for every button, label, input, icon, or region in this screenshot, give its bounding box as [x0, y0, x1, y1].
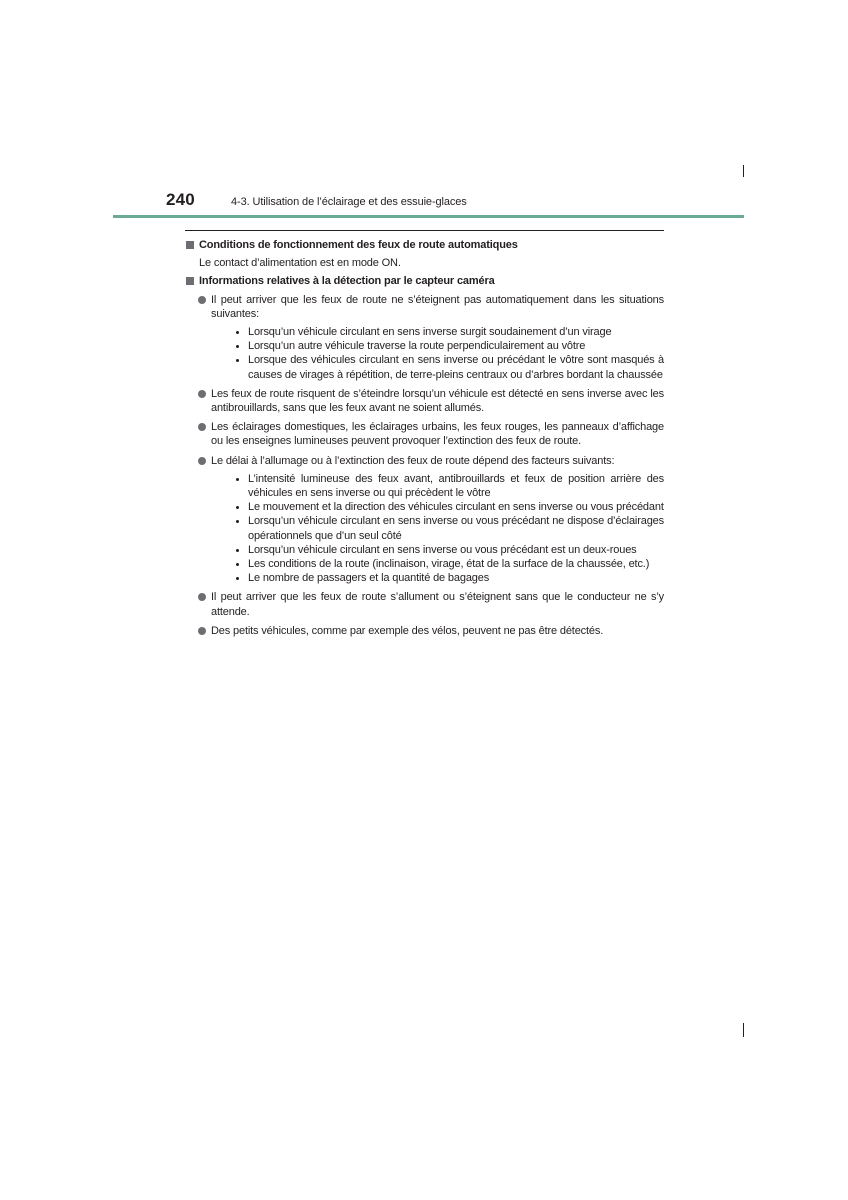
circle-bullet-icon	[198, 457, 206, 465]
square-bullet-icon	[186, 241, 194, 249]
circle-bullet-icon	[198, 296, 206, 304]
header-rule	[113, 215, 744, 218]
circle-bullet-icon	[198, 390, 206, 398]
sub-item-text: Le mouvement et la direction des véhicules circulant en sens inverse ou vous précédant	[248, 501, 664, 514]
sub-item	[211, 514, 664, 542]
sub-item-text: Les conditions de la route (inclinaison, virage, état de la surface de la chaussée, etc.)	[248, 558, 650, 571]
dot-icon	[236, 359, 239, 362]
bullet-item	[186, 590, 664, 618]
bullet-text: Il peut arriver que les feux de route s’allument ou s’éteignent sans que le conducteur ne s’y attende.	[211, 591, 664, 618]
page-number: 240	[166, 190, 195, 209]
content-rule	[185, 230, 664, 231]
sub-list	[211, 325, 664, 382]
crop-mark-bottom	[743, 1023, 744, 1037]
sub-item	[211, 339, 664, 353]
section-heading	[186, 274, 664, 288]
section-text: Le contact d’alimentation est en mode ON.	[199, 257, 401, 270]
bullet-item	[186, 387, 664, 415]
bullet-item	[186, 420, 664, 448]
dot-icon	[236, 577, 239, 580]
sub-item-text: Lorsque des véhicules circulant en sens inverse ou précédant le vôtre sont masqués à causes de virages à répétition, de terre-pleins centraux ou d’arbres bordant la chaussée	[248, 354, 664, 381]
bullet-item	[186, 624, 664, 638]
bullet-text: Le délai à l’allumage ou à l’extinction des feux de route dépend des facteurs suivants:	[211, 454, 615, 467]
page-content	[186, 238, 664, 643]
bullet-text: Il peut arriver que les feux de route ne s’éteignent pas automatiquement dans les situations suivantes:	[211, 293, 664, 320]
bullet-text: Des petits véhicules, comme par exemple des vélos, peuvent ne pas être détectés.	[211, 624, 604, 637]
bullet-text: Les éclairages domestiques, les éclairages urbains, les feux rouges, les panneaux d’affichage ou les enseignes lumineuses peuvent provoquer l’extinction des feux de route.	[211, 421, 664, 448]
section-operating-conditions	[186, 238, 664, 270]
chapter-title: 4-3. Utilisation de l’éclairage et des essuie-glaces	[231, 196, 467, 208]
section-camera-detection	[186, 274, 664, 638]
section-heading	[186, 238, 664, 252]
sub-item-text: Lorsqu’un véhicule circulant en sens inverse surgit soudainement d’un virage	[248, 326, 612, 339]
sub-item-text: L’intensité lumineuse des feux avant, antibrouillards et feux de position arrière des véhicules en sens inverse ou qui précèdent le vôtre	[248, 472, 664, 500]
sub-item	[211, 500, 664, 514]
sub-list	[211, 472, 664, 586]
section-heading-text: Informations relatives à la détection par le capteur caméra	[199, 275, 495, 288]
sub-item-text: Lorsqu’un autre véhicule traverse la route perpendiculairement au vôtre	[248, 340, 586, 353]
sub-item-text: Lorsqu’un véhicule circulant en sens inverse ou vous précédant est un deux-roues	[248, 543, 637, 556]
dot-icon	[236, 563, 239, 566]
dot-icon	[236, 549, 239, 552]
sub-item	[211, 543, 664, 557]
dot-icon	[236, 520, 239, 523]
sub-item-text: Lorsqu’un véhicule circulant en sens inverse ou vous précédant ne dispose d’éclairages opérationnels que d’un seul côté	[248, 515, 664, 542]
bullet-text: Les feux de route risquent de s’éteindre lorsqu’un véhicule est détecté en sens inverse avec les antibrouillards, sans que les feux avant ne soient allumés.	[211, 387, 664, 415]
dot-icon	[236, 506, 239, 509]
circle-bullet-icon	[198, 593, 206, 601]
sub-item	[211, 472, 664, 500]
circle-bullet-icon	[198, 423, 206, 431]
sub-item	[211, 353, 664, 381]
bullet-item	[186, 454, 664, 586]
dot-icon	[236, 331, 239, 334]
section-heading-text: Conditions de fonctionnement des feux de route automatiques	[199, 239, 518, 251]
dot-icon	[236, 478, 239, 481]
dot-icon	[236, 345, 239, 348]
sub-item-text: Le nombre de passagers et la quantité de bagages	[248, 572, 490, 585]
sub-item	[211, 557, 664, 571]
sub-item	[211, 571, 664, 585]
crop-mark-top	[743, 165, 744, 177]
circle-bullet-icon	[198, 627, 206, 635]
sub-item	[211, 325, 664, 339]
square-bullet-icon	[186, 277, 194, 285]
bullet-item	[186, 293, 664, 382]
